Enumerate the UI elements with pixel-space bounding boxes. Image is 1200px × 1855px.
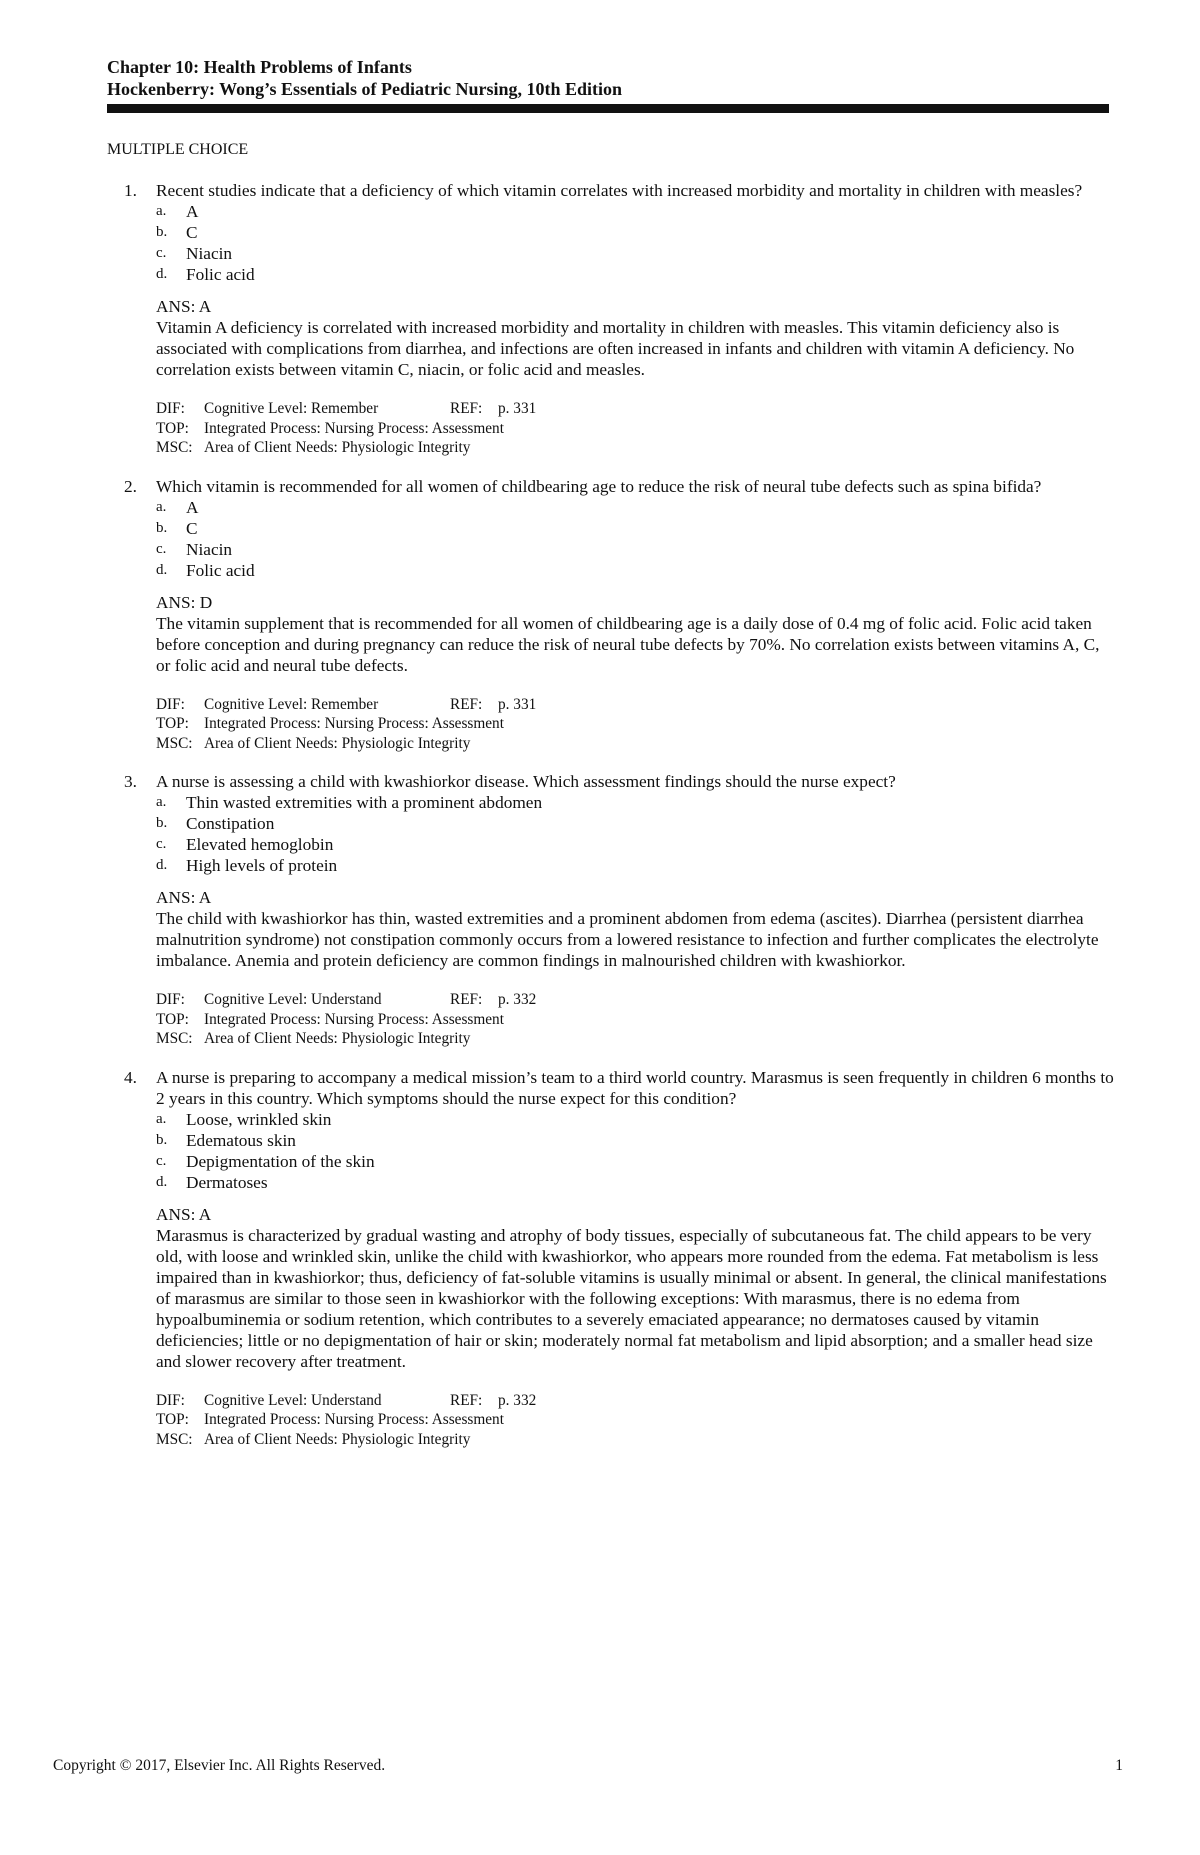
- option-letter: a.: [156, 498, 167, 515]
- meta-row-dif: [156, 695, 1114, 715]
- question-list: [124, 180, 1114, 1467]
- option-text: Thin wasted extremities with a prominent abdomen: [186, 793, 543, 812]
- top-value: Integrated Process: Nursing Process: Assessment: [204, 1411, 504, 1428]
- option-item: [156, 264, 1114, 285]
- option-item: [156, 1109, 1114, 1130]
- dif-label: DIF:: [156, 991, 185, 1008]
- option-item: [156, 560, 1114, 581]
- page-footer: [53, 1757, 1123, 1775]
- option-text: A: [186, 202, 199, 221]
- question-metadata: [156, 399, 1114, 458]
- option-text: Edematous skin: [186, 1130, 296, 1150]
- question-metadata: [156, 1391, 1114, 1450]
- option-letter: d.: [156, 266, 168, 282]
- question-stem: [124, 1067, 1114, 1109]
- option-item: [156, 1151, 1114, 1172]
- question-item: [124, 771, 1114, 1049]
- msc-value: Area of Client Needs: Physiologic Integrity: [204, 1430, 471, 1448]
- option-text: Folic acid: [186, 560, 255, 580]
- option-letter: d.: [156, 561, 168, 578]
- ref-value: p. 332: [498, 991, 537, 1008]
- answer-block: [156, 887, 1114, 971]
- question-stem: [124, 771, 1114, 792]
- option-letter: c.: [156, 836, 167, 852]
- option-item: [156, 1130, 1114, 1151]
- section-title: MULTIPLE CHOICE: [107, 141, 249, 158]
- top-value: Integrated Process: Nursing Process: Assessment: [204, 715, 504, 732]
- ref-value: p. 332: [498, 1391, 537, 1409]
- option-list: [156, 497, 1114, 581]
- msc-label: MSC:: [156, 1030, 193, 1047]
- question-item: [124, 180, 1114, 458]
- option-item: [156, 539, 1114, 560]
- option-letter: c.: [156, 540, 167, 557]
- option-item: [156, 518, 1114, 539]
- page-number: 1: [1115, 1757, 1123, 1774]
- option-text: Niacin: [186, 539, 233, 559]
- ref-label: REF:: [450, 991, 483, 1008]
- question-number: 1.: [124, 181, 137, 200]
- meta-row-msc: [156, 1029, 1114, 1049]
- dif-label: DIF:: [156, 695, 185, 713]
- question-text: A nurse is assessing a child with kwashiorkor disease. Which assessment findings should the nurse expect?: [156, 772, 896, 791]
- option-letter: b.: [156, 519, 168, 536]
- question-item: [124, 1067, 1114, 1450]
- option-list: [156, 201, 1114, 285]
- header-rule: [107, 104, 1109, 113]
- question-text: Which vitamin is recommended for all women of childbearing age to reduce the risk of neural tube defects such as spina bifida?: [156, 476, 1042, 496]
- meta-row-msc: [156, 734, 1114, 754]
- option-letter: b.: [156, 1131, 168, 1148]
- question-number: 4.: [124, 1067, 137, 1087]
- top-label: TOP:: [156, 419, 189, 437]
- ref-value: p. 331: [498, 695, 537, 713]
- dif-label: DIF:: [156, 400, 185, 417]
- copyright-text: Copyright © 2017, Elsevier Inc. All Rights Reserved.: [53, 1757, 386, 1774]
- msc-value: Area of Client Needs: Physiologic Integrity: [204, 734, 471, 752]
- option-text: A: [186, 497, 199, 517]
- ref-label: REF:: [450, 695, 483, 713]
- meta-row-dif: [156, 990, 1114, 1010]
- option-letter: d.: [156, 857, 168, 873]
- meta-row-dif: [156, 399, 1114, 419]
- option-letter: c.: [156, 245, 167, 261]
- question-item: [124, 476, 1114, 754]
- question-metadata: [156, 695, 1114, 754]
- meta-row-top: [156, 419, 1114, 439]
- meta-row-msc: [156, 1430, 1114, 1450]
- option-item: [156, 834, 1114, 855]
- option-item: [156, 1172, 1114, 1193]
- top-label: TOP:: [156, 715, 189, 732]
- answer-key: ANS: D: [156, 592, 213, 612]
- option-letter: a.: [156, 1110, 167, 1127]
- option-letter: b.: [156, 815, 168, 831]
- meta-row-top: [156, 1010, 1114, 1030]
- question-text: Recent studies indicate that a deficiency of which vitamin correlates with increased morbidity and mortality in children with measles?: [156, 181, 1083, 200]
- answer-rationale: Vitamin A deficiency is correlated with increased morbidity and mortality in children with measles. This vitamin deficiency also is associated with complications from diarrhea, and infections are often increased in infants and children with vitamin A deficiency. No correlation exists between vitamin C, niacin, or folic acid and measles.: [156, 318, 1075, 379]
- answer-key: ANS: A: [156, 1204, 212, 1224]
- option-text: Folic acid: [186, 265, 255, 284]
- dif-value: Cognitive Level: Understand: [204, 991, 382, 1008]
- option-letter: a.: [156, 203, 167, 219]
- option-item: [156, 497, 1114, 518]
- dif-value: Cognitive Level: Remember: [204, 400, 379, 417]
- option-letter: d.: [156, 1173, 168, 1190]
- option-item: [156, 222, 1114, 243]
- option-letter: a.: [156, 794, 167, 810]
- msc-label: MSC:: [156, 1430, 193, 1448]
- question-number: 2.: [124, 476, 137, 496]
- option-text: C: [186, 223, 198, 242]
- option-letter: b.: [156, 224, 168, 240]
- dif-label: DIF:: [156, 1391, 185, 1409]
- option-text: Elevated hemoglobin: [186, 835, 334, 854]
- option-text: C: [186, 518, 198, 538]
- answer-key: ANS: A: [156, 888, 212, 907]
- chapter-title: Chapter 10: Health Problems of Infants: [107, 57, 412, 77]
- meta-row-dif: [156, 1391, 1114, 1411]
- meta-row-msc: [156, 438, 1114, 458]
- option-text: Loose, wrinkled skin: [186, 1109, 332, 1129]
- msc-label: MSC:: [156, 734, 193, 752]
- ref-label: REF:: [450, 400, 483, 417]
- option-item: [156, 201, 1114, 222]
- top-label: TOP:: [156, 1411, 189, 1428]
- question-metadata: [156, 990, 1114, 1049]
- option-text: Constipation: [186, 814, 275, 833]
- answer-key: ANS: A: [156, 297, 212, 316]
- option-item: [156, 243, 1114, 264]
- option-text: Depigmentation of the skin: [186, 1151, 375, 1171]
- top-value: Integrated Process: Nursing Process: Assessment: [204, 419, 504, 437]
- meta-row-top: [156, 714, 1114, 734]
- option-list: [156, 792, 1114, 876]
- option-letter: c.: [156, 1152, 167, 1169]
- msc-value: Area of Client Needs: Physiologic Integrity: [204, 439, 471, 456]
- question-text: A nurse is preparing to accompany a medical mission’s team to a third world country. Marasmus is seen frequently in children 6 months to 2 years in this country. Which symptoms should the nurse expect for this condition?: [156, 1067, 1114, 1108]
- msc-label: MSC:: [156, 439, 193, 456]
- option-item: [156, 855, 1114, 876]
- option-text: High levels of protein: [186, 856, 338, 875]
- dif-value: Cognitive Level: Remember: [204, 695, 379, 713]
- answer-rationale: The vitamin supplement that is recommended for all women of childbearing age is a daily dose of 0.4 mg of folic acid. Folic acid taken before conception and during pregnancy can reduce the risk of neural tube defects by 70%. No correlation exists between vitamins A, C, or folic acid and neural tube defects.: [156, 613, 1100, 675]
- answer-block: [156, 592, 1114, 676]
- option-item: [156, 813, 1114, 834]
- option-text: Dermatoses: [186, 1172, 268, 1192]
- option-text: Niacin: [186, 244, 233, 263]
- book-title: Hockenberry: Wong’s Essentials of Pediatric Nursing, 10th Edition: [107, 79, 623, 99]
- top-label: TOP:: [156, 1010, 189, 1028]
- msc-value: Area of Client Needs: Physiologic Integrity: [204, 1030, 471, 1047]
- option-list: [156, 1109, 1114, 1193]
- ref-label: REF:: [450, 1391, 483, 1409]
- page-header: [107, 56, 1109, 113]
- answer-block: [156, 1204, 1114, 1372]
- ref-value: p. 331: [498, 400, 537, 417]
- top-value: Integrated Process: Nursing Process: Assessment: [204, 1010, 504, 1028]
- answer-rationale: Marasmus is characterized by gradual wasting and atrophy of body tissues, especially of subcutaneous fat. The child appears to be very old, with loose and wrinkled skin, unlike the child with kwashiorkor, who appears more rounded from the edema. Fat metabolism is less impaired than in kwashiorkor; thus, deficiency of fat-soluble vitamins is usually minimal or absent. In general, the clinical manifestations of marasmus are similar to those seen in kwashiorkor with the following exceptions: With marasmus, there is no edema from hypoalbuminemia or sodium retention, which contributes to a severely emaciated appearance; no dermatoses caused by vitamin deficiencies; little or no depigmentation of hair or skin; moderately normal fat metabolism and lipid absorption; and a smaller head size and slower recovery after treatment.: [156, 1225, 1107, 1371]
- option-item: [156, 792, 1114, 813]
- question-stem: [124, 180, 1114, 201]
- meta-row-top: [156, 1410, 1114, 1430]
- dif-value: Cognitive Level: Understand: [204, 1391, 382, 1409]
- question-number: 3.: [124, 772, 137, 791]
- answer-rationale: The child with kwashiorkor has thin, wasted extremities and a prominent abdomen from edema (ascites). Diarrhea (persistent diarrhea malnutrition syndrome) not constipation commonly occurs from a lowered resistance to infection and further complicates the electrolyte imbalance. Anemia and protein deficiency are common findings in malnourished children with kwashiorkor.: [156, 909, 1099, 970]
- answer-block: [156, 296, 1114, 380]
- question-stem: [124, 476, 1114, 497]
